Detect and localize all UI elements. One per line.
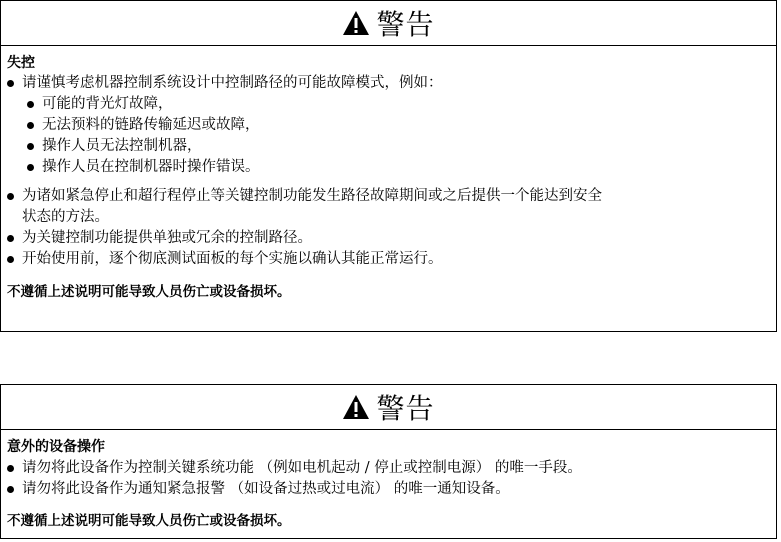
warning-triangle-icon — [342, 394, 370, 420]
list-item: 为关键控制功能提供单独或冗余的控制路径。 — [1, 228, 776, 249]
list-item: 开始使用前，逐个彻底测试面板的每个实施以确认其能正常运行。 — [1, 249, 776, 270]
warning-list — [1, 458, 776, 500]
warning-title: 警告 — [376, 392, 435, 425]
warning-title: 警告 — [376, 8, 435, 41]
warning-subtitle: 意外的设备操作 — [7, 439, 105, 455]
list-item-line: 为诸如紧急停止和超行程停止等关键控制功能发生路径故障期间或之后提供一个能达到安全 — [22, 188, 602, 204]
list-item: 操作人员在控制机器时操作错误。 — [1, 157, 776, 178]
warning-list — [1, 186, 776, 270]
warning-triangle-icon — [342, 10, 370, 36]
warning-sublist — [1, 94, 776, 178]
warning-header — [1, 1, 776, 46]
warning-footer: 不遵循上述说明可能导致人员伤亡或设备损坏。 — [7, 513, 291, 529]
list-item: 请勿将此设备作为控制关键系统功能 （例如电机起动 / 停止或控制电源） 的唯一手段。 — [1, 458, 776, 479]
warning-footer: 不遵循上述说明可能导致人员伤亡或设备损坏。 — [7, 284, 291, 300]
warning-box-unintended-operation — [0, 384, 777, 539]
warning-header — [1, 385, 776, 430]
list-item-line: 状态的方法。 — [22, 209, 109, 225]
warning-list — [1, 73, 776, 94]
list-item: 请谨慎考虑机器控制系统设计中控制路径的可能故障模式，例如： — [1, 73, 776, 94]
list-item — [1, 186, 776, 228]
list-item: 请勿将此设备作为通知紧急报警 （如设备过热或过电流） 的唯一通知设备。 — [1, 479, 776, 500]
warning-subtitle: 失控 — [7, 55, 35, 71]
list-item: 无法预料的链路传输延迟或故障， — [1, 115, 776, 136]
list-item: 操作人员无法控制机器， — [1, 136, 776, 157]
list-item: 可能的背光灯故障， — [1, 94, 776, 115]
